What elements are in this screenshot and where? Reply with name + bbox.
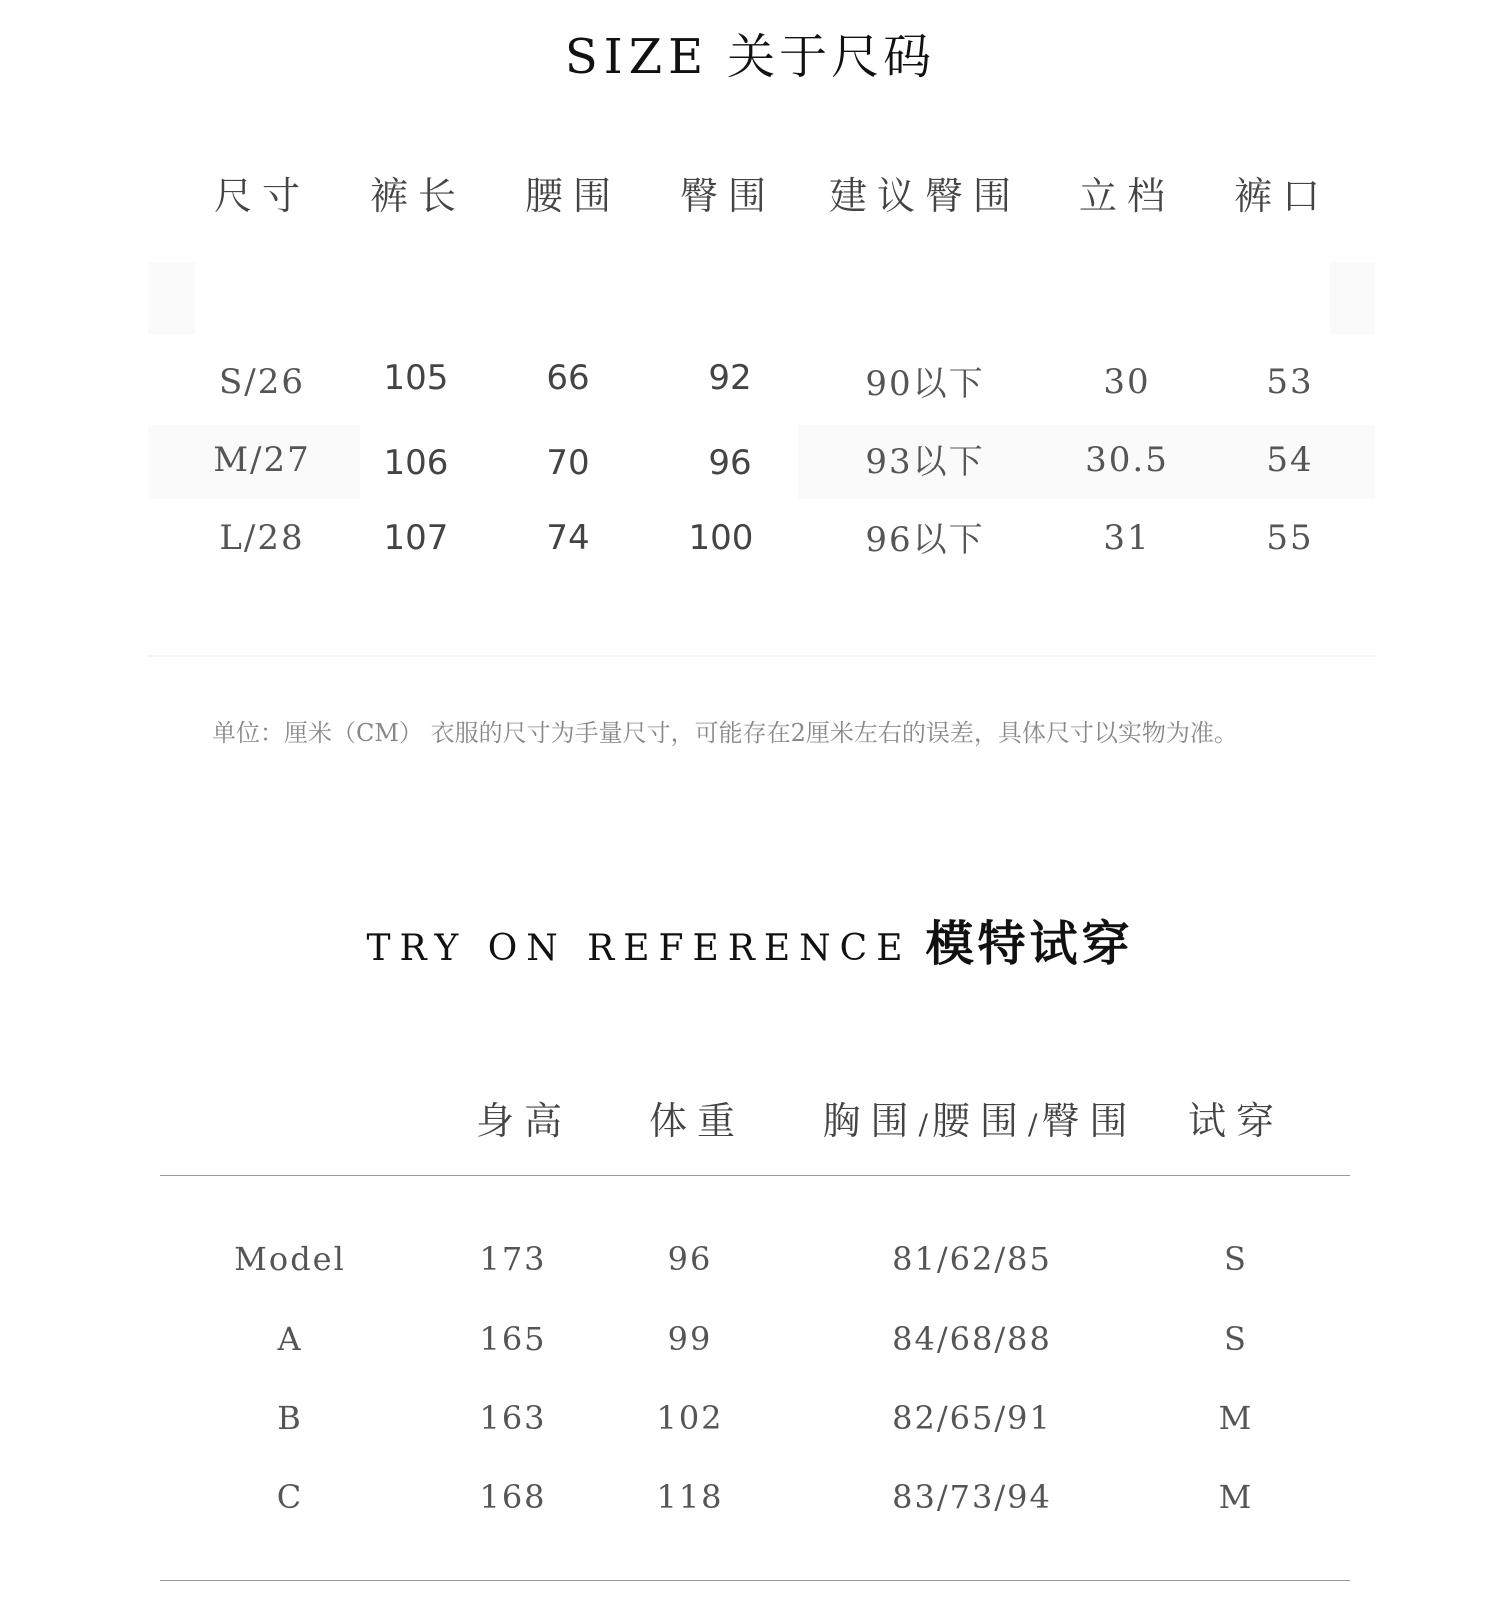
band-decoration (1330, 262, 1375, 334)
size-title-cjk: 关于尺码 (727, 29, 936, 85)
cell-weight: 118 (656, 1478, 724, 1516)
table-bottom-divider (160, 1580, 1350, 1581)
header-fit: 试穿 (1187, 1099, 1285, 1143)
cell-model: B (277, 1399, 303, 1437)
cell-measurements: 81/62/85 (892, 1240, 1052, 1278)
header-weight: 体重 (648, 1099, 746, 1143)
cell-fit: M (1218, 1399, 1254, 1437)
table-bottom-line (148, 655, 1375, 657)
cell-height: 163 (479, 1399, 547, 1437)
cell-height: 165 (479, 1320, 547, 1358)
header-measurements (823, 1090, 1138, 1145)
cell-leg-opening: 54 (1266, 440, 1314, 480)
table-top-divider (160, 1175, 1350, 1176)
size-table-header (0, 165, 1500, 225)
header-slash: / (918, 1108, 932, 1141)
cell-rise: 30.5 (1085, 440, 1169, 480)
cell-fit: M (1218, 1478, 1254, 1516)
cell-length: 107 (383, 518, 449, 558)
cell-hip: 92 (708, 358, 752, 398)
header-rise: 立档 (1078, 174, 1176, 218)
cell-model: A (277, 1320, 303, 1358)
cell-waist: 66 (546, 358, 590, 398)
cell-fit: S (1224, 1240, 1248, 1278)
cell-waist: 70 (546, 443, 590, 483)
cell-weight: 99 (667, 1320, 713, 1358)
size-section-title (0, 18, 1500, 87)
cell-model: C (276, 1478, 304, 1516)
cell-weight: 102 (656, 1399, 724, 1437)
header-suggested-hip: 建议臀围 (828, 174, 1022, 218)
header-length: 裤长 (369, 174, 467, 218)
cell-suggested-hip: 93以下 (865, 442, 985, 482)
header-waist: 腰围 (931, 1099, 1029, 1143)
cell-height: 173 (479, 1240, 547, 1278)
cell-length: 106 (383, 443, 449, 483)
size-unit-note: 单位：厘米（CM） 衣服的尺寸为手量尺寸，可能存在2厘米左右的误差，具体尺寸以实物为准。 (212, 719, 1238, 747)
cell-size: S/26 (218, 362, 306, 402)
cell-length: 105 (383, 358, 449, 398)
cell-rise: 30 (1103, 362, 1151, 402)
header-waist: 腰围 (524, 174, 622, 218)
size-title-latin: SIZE (564, 29, 710, 85)
cell-hip: 96 (708, 443, 752, 483)
header-hip: 臀围 (1041, 1099, 1138, 1143)
cell-waist: 74 (546, 518, 590, 558)
try-on-title-latin: TRY ON REFERENCE (366, 928, 912, 969)
header-hip: 臀围 (679, 174, 777, 218)
cell-leg-opening: 53 (1266, 362, 1314, 402)
cell-leg-opening: 55 (1266, 518, 1314, 558)
cell-suggested-hip: 96以下 (865, 520, 985, 560)
cell-model: Model (234, 1240, 346, 1278)
header-slash: / (1028, 1108, 1042, 1141)
try-on-section-title (0, 905, 1500, 974)
cell-hip: 100 (688, 518, 754, 558)
cell-measurements: 82/65/91 (892, 1399, 1052, 1437)
header-bust: 胸围 (822, 1099, 919, 1143)
cell-suggested-hip: 90以下 (865, 364, 985, 404)
cell-weight: 96 (667, 1240, 713, 1278)
cell-size: M/27 (213, 440, 311, 480)
cell-height: 168 (479, 1478, 547, 1516)
band-decoration (148, 262, 195, 334)
cell-fit: S (1224, 1320, 1248, 1358)
header-leg-opening: 裤口 (1233, 174, 1331, 218)
try-on-title-cjk: 模特试穿 (925, 916, 1134, 972)
header-height: 身高 (475, 1099, 573, 1143)
cell-rise: 31 (1103, 518, 1151, 558)
cell-measurements: 84/68/88 (892, 1320, 1052, 1358)
header-size: 尺寸 (213, 174, 311, 218)
cell-size: L/28 (219, 518, 305, 558)
cell-measurements: 83/73/94 (892, 1478, 1052, 1516)
